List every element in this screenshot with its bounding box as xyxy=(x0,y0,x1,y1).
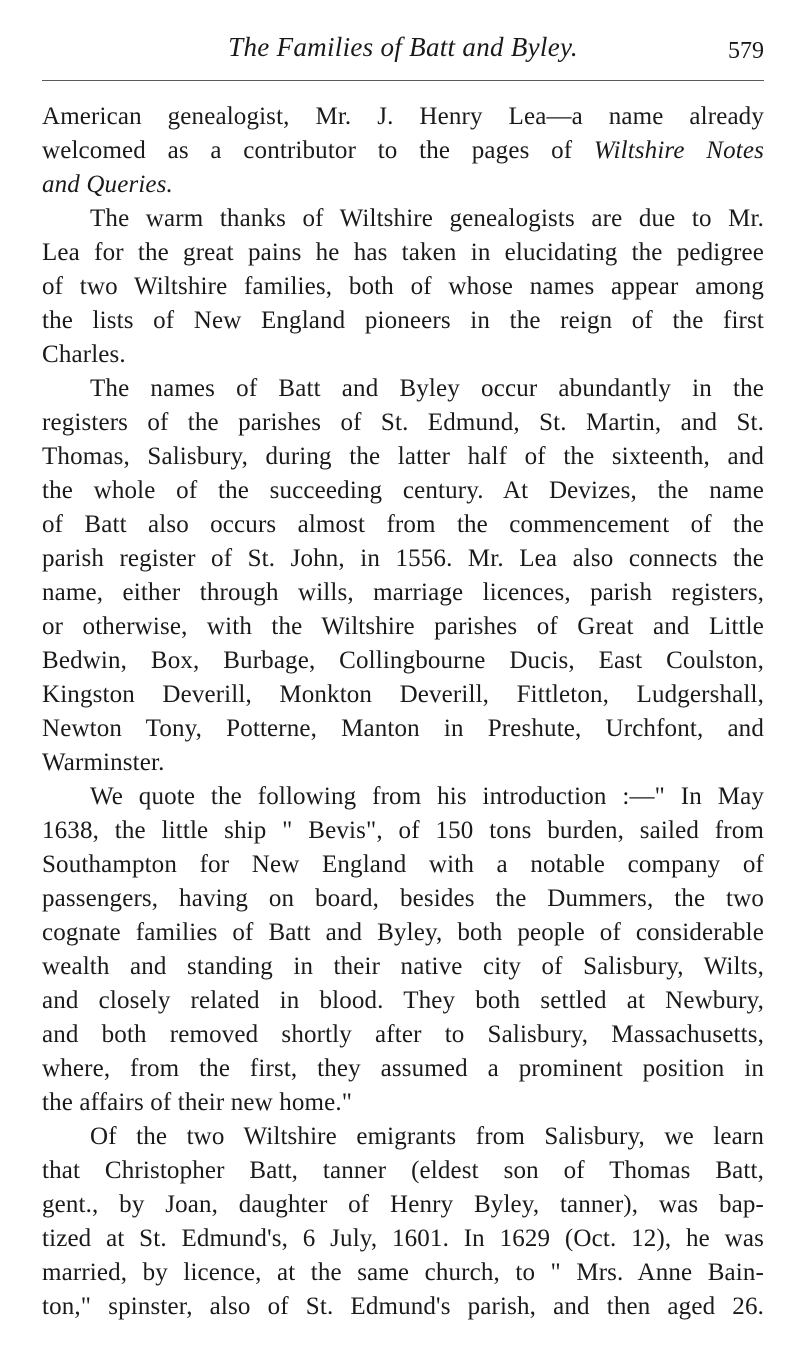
text-line xyxy=(42,1120,764,1154)
text-line xyxy=(42,270,764,304)
text-run: The names of Batt and Byley occur abundantly in the xyxy=(90,375,764,402)
text-run: tized at St. Edmund's, 6 July, 1601. In 1629 (Oct. 12), he was xyxy=(42,1225,764,1252)
text-run: Kingston Deverill, Monkton Deverill, Fittleton, Ludgershall, xyxy=(42,681,764,708)
text-line xyxy=(42,1154,764,1188)
text-line xyxy=(42,474,764,508)
header-rule xyxy=(42,80,764,81)
text-run: of two Wiltshire families, both of whose names appear among xyxy=(42,273,764,300)
text-line xyxy=(42,372,764,406)
text-run: where, from the first, they assumed a prominent position in xyxy=(42,1055,764,1082)
text-run: Southampton for New England with a notable company of xyxy=(42,851,764,878)
page-number: 579 xyxy=(728,38,764,64)
text-run: and both removed shortly after to Salisbury, Massachusetts, xyxy=(42,1021,764,1048)
text-line xyxy=(42,916,764,950)
text-line xyxy=(42,882,764,916)
text-line xyxy=(42,950,764,984)
text-line xyxy=(42,338,764,372)
text-line xyxy=(42,814,764,848)
text-run: The warm thanks of Wiltshire genealogists are due to Mr. xyxy=(90,205,764,232)
text-line xyxy=(42,202,764,236)
italic-text: Wiltshire Notes xyxy=(593,137,764,164)
paragraph xyxy=(42,100,764,202)
text-run: the whole of the succeeding century. At Devizes, the name xyxy=(42,477,764,504)
text-run: and closely related in blood. They both settled at Newbury, xyxy=(42,987,764,1014)
text-line xyxy=(42,712,764,746)
text-line xyxy=(42,304,764,338)
text-line xyxy=(42,134,764,168)
text-line xyxy=(42,984,764,1018)
text-run: or otherwise, with the Wiltshire parishes of Great and Little xyxy=(42,613,764,640)
text-run: name, either through wills, marriage licences, parish registers, xyxy=(42,579,764,606)
text-line xyxy=(42,440,764,474)
text-run: welcomed as a contributor to the pages of xyxy=(42,137,594,164)
text-run: that Christopher Batt, tanner (eldest son of Thomas Batt, xyxy=(42,1157,764,1184)
text-line xyxy=(42,848,764,882)
text-line xyxy=(42,678,764,712)
text-line xyxy=(42,168,764,202)
italic-text: and Queries. xyxy=(42,171,173,198)
page-header xyxy=(42,26,764,72)
text-run: parish register of St. John, in 1556. Mr. Lea also connects the xyxy=(42,545,764,572)
text-line xyxy=(42,1188,764,1222)
text-run: Of the two Wiltshire emigrants from Salisbury, we learn xyxy=(90,1123,764,1150)
text-line xyxy=(42,1052,764,1086)
text-line xyxy=(42,576,764,610)
text-line xyxy=(42,1256,764,1290)
text-line xyxy=(42,1222,764,1256)
text-run: cognate families of Batt and Byley, both people of considerable xyxy=(42,919,764,946)
text-run: of Batt also occurs almost from the commencement of the xyxy=(42,511,764,538)
text-line xyxy=(42,644,764,678)
text-run: Warminster. xyxy=(42,749,165,776)
text-run: married, by licence, at the same church, to " Mrs. Anne Bain- xyxy=(42,1259,764,1286)
paragraph xyxy=(42,780,764,1120)
running-title: The Families of Batt and Byley. xyxy=(228,32,578,62)
paragraph xyxy=(42,1120,764,1324)
text-run: the affairs of their new home." xyxy=(42,1089,353,1116)
text-line xyxy=(42,508,764,542)
text-run: wealth and standing in their native city of Salisbury, Wilts, xyxy=(42,953,764,980)
text-line xyxy=(42,236,764,270)
text-run: registers of the parishes of St. Edmund, St. Martin, and St. xyxy=(42,409,764,436)
text-run: Thomas, Salisbury, during the latter half of the sixteenth, and xyxy=(42,443,764,470)
text-line xyxy=(42,100,764,134)
text-run: gent., by Joan, daughter of Henry Byley, tanner), was bap- xyxy=(42,1191,764,1218)
text-line xyxy=(42,406,764,440)
text-line xyxy=(42,542,764,576)
text-run: Charles. xyxy=(42,341,126,368)
body-text xyxy=(42,100,764,1324)
text-line xyxy=(42,780,764,814)
text-run: American genealogist, Mr. J. Henry Lea—a name already xyxy=(42,103,764,130)
text-run: We quote the following from his introduction :—" In May xyxy=(90,783,764,810)
text-run: ton," spinster, also of St. Edmund's parish, and then aged 26. xyxy=(42,1293,764,1320)
paragraph xyxy=(42,372,764,780)
paragraph xyxy=(42,202,764,372)
text-run: the lists of New England pioneers in the reign of the first xyxy=(42,307,764,334)
text-run: passengers, having on board, besides the Dummers, the two xyxy=(42,885,764,912)
text-line xyxy=(42,1018,764,1052)
text-run: Newton Tony, Potterne, Manton in Preshute, Urchfont, and xyxy=(42,715,764,742)
text-line xyxy=(42,610,764,644)
text-run: Bedwin, Box, Burbage, Collingbourne Ducis, East Coulston, xyxy=(42,647,764,674)
text-line xyxy=(42,746,764,780)
text-line xyxy=(42,1290,764,1324)
text-run: 1638, the little ship " Bevis", of 150 tons burden, sailed from xyxy=(42,817,764,844)
text-line xyxy=(42,1086,764,1120)
text-run: Lea for the great pains he has taken in elucidating the pedigree xyxy=(42,239,764,266)
